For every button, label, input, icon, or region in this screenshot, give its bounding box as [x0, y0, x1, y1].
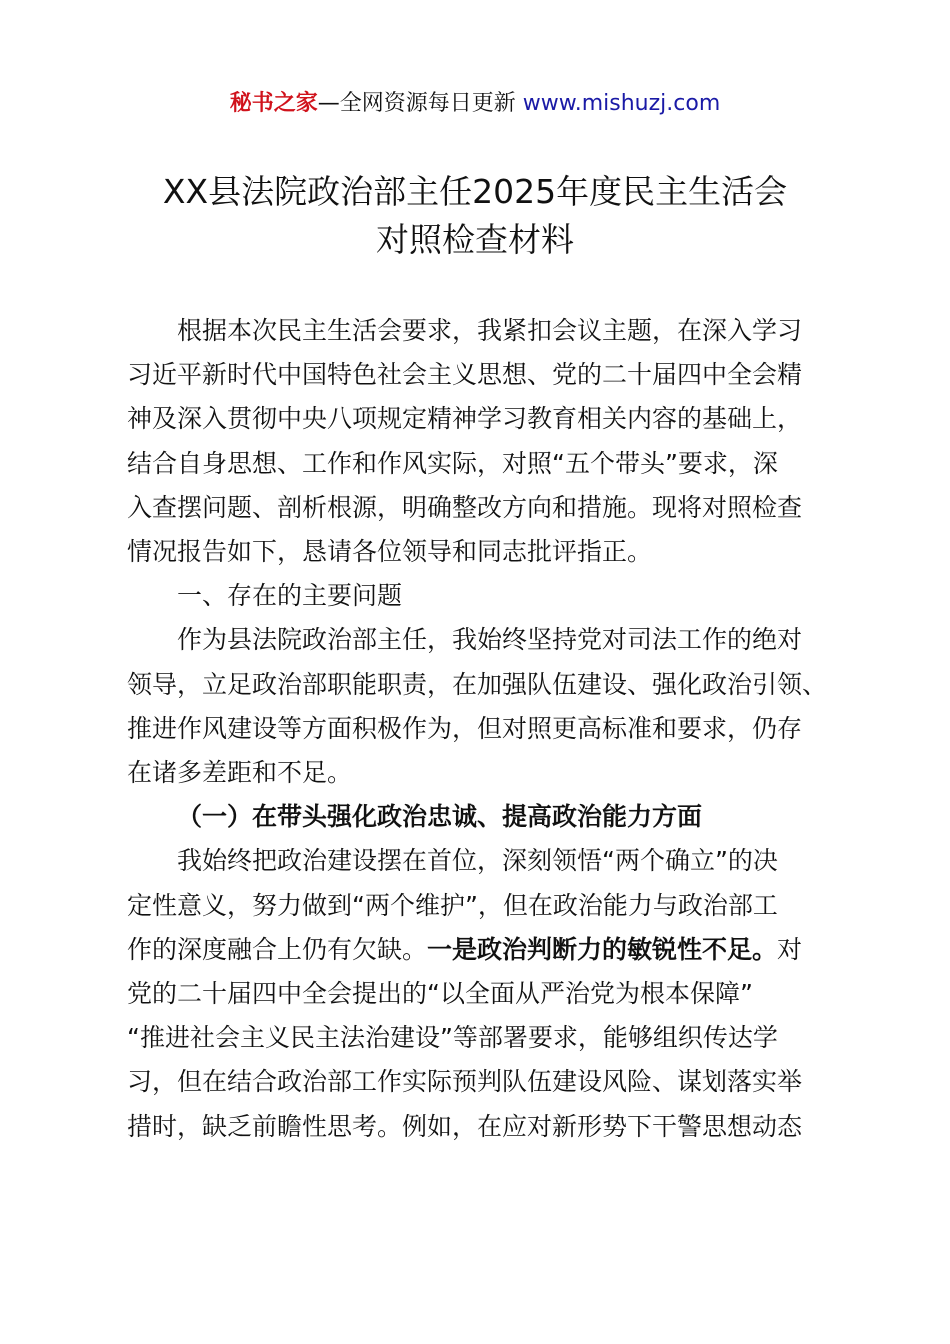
intro-paragraph: [127, 309, 833, 574]
intro-line: 结合自身思想、工作和作风实际，对照“五个带头”要求，深: [127, 448, 778, 478]
header-tagline: —全网资源每日更新: [317, 91, 523, 116]
plain-text: 作的深度融合上仍有欠缺。: [127, 934, 428, 964]
section-heading: [127, 574, 833, 618]
subsection-1-heading: （一）在带头强化政治忠诚、提高政治能力方面: [177, 802, 703, 832]
document-body: [127, 309, 833, 1149]
intro-line: 根据本次民主生活会要求，我紧扣会议主题，在深入学习: [177, 316, 803, 345]
section-1-line: 作为县法院政治部主任，我始终坚持党对司法工作的绝对: [177, 625, 803, 655]
section-1-line: 在诸多差距和不足。: [127, 758, 353, 788]
subsection-1-line: 党的二十届四中全会提出的“以全面从严治党为根本保障”: [127, 979, 753, 1009]
subsection-1-line: 定性意义，努力做到“两个维护”，但在政治能力与政治部工: [127, 890, 778, 920]
section-1-heading: 一、存在的主要问题: [177, 581, 403, 611]
subsection-1-paragraph: [127, 839, 833, 1148]
title-line-2: 对照检查材料: [376, 220, 574, 259]
section-1-line: 推进作风建设等方面积极作为，但对照更高标准和要求，仍存: [127, 713, 803, 743]
section-1-line: 领导，立足政治部职能职责，在加强队伍建设、强化政治引领、: [127, 669, 828, 699]
title-line-1: XX县法院政治部主任2025年度民主生活会: [162, 172, 788, 211]
subsection-1-line: “推进社会主义民主法治建设”等部署要求，能够组织传达学: [127, 1023, 778, 1053]
subsection-1-line-mixed: [127, 928, 833, 972]
section-1-paragraph: [127, 618, 833, 795]
header-url-link[interactable]: www.mishuzj.com: [522, 91, 721, 116]
subsection-1-line: 措时，缺乏前瞻性思考。例如，在应对新形势下干警思想动态: [127, 1111, 803, 1141]
subsection-heading: [127, 795, 833, 839]
subsection-1-line: 我始终把政治建设摆在首位，深刻领悟“两个确立”的决: [177, 846, 778, 876]
bold-point: 一是政治判断力的敏锐性不足。: [427, 934, 778, 964]
plain-text: 对: [777, 934, 803, 964]
intro-line: 入查摆问题、剖析根源，明确整改方向和措施。现将对照检查: [127, 492, 803, 522]
subsection-1-line: 习，但在结合政治部工作实际预判队伍建设风险、谋划落实举: [127, 1067, 803, 1097]
header-brand: 秘书之家: [229, 91, 318, 116]
document-title: [100, 168, 850, 264]
intro-line: 习近平新时代中国特色社会主义思想、党的二十届四中全会精: [127, 360, 803, 390]
site-header: [0, 88, 950, 120]
intro-line: 情况报告如下，恳请各位领导和同志批评指正。: [127, 537, 653, 567]
intro-line: 神及深入贯彻中央八项规定精神学习教育相关内容的基础上，: [127, 404, 803, 434]
